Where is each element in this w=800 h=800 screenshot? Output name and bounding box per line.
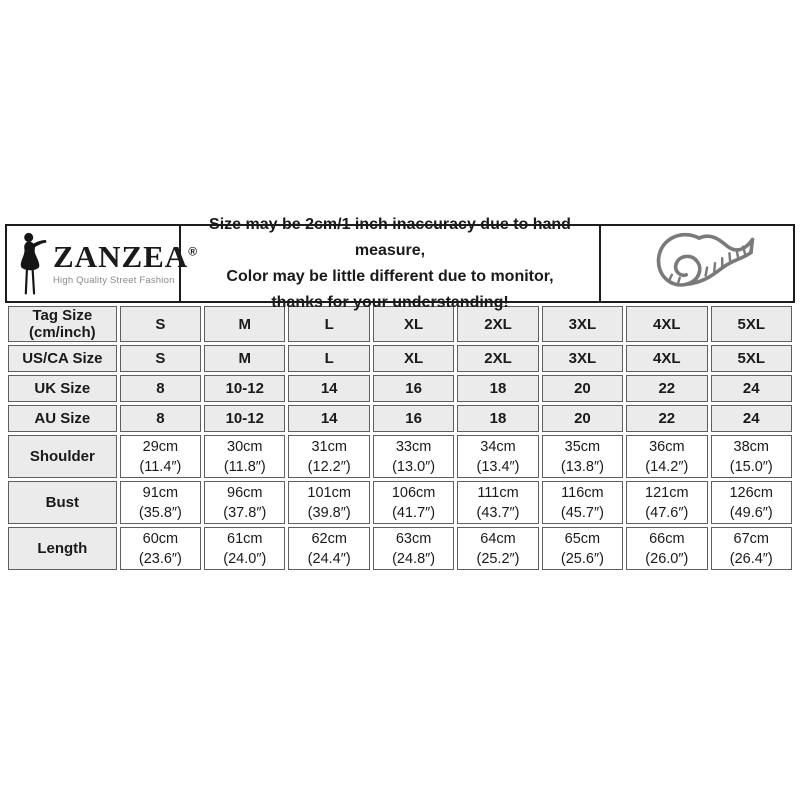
table-cell: 3XL [542, 345, 623, 372]
table-row-length [8, 527, 792, 570]
table-cell: 116cm (45.7″) [542, 481, 623, 524]
table-row-au-size [8, 405, 792, 432]
notice-line-2: Color may be little different due to monitor, [226, 267, 554, 285]
table-cell: 20 [542, 375, 623, 402]
table-cell: 36cm (14.2″) [626, 435, 707, 478]
size-table [5, 303, 795, 573]
table-cell: 35cm (13.8″) [542, 435, 623, 478]
table-cell: 61cm (24.0″) [204, 527, 285, 570]
table-cell: 126cm (49.6″) [711, 481, 792, 524]
table-cell: 24 [711, 375, 792, 402]
table-cell: 8 [120, 375, 201, 402]
table-cell: 14 [288, 405, 369, 432]
table-cell: 96cm (37.8″) [204, 481, 285, 524]
table-cell: 3XL [542, 306, 623, 342]
table-cell: 5XL [711, 345, 792, 372]
table-cell: 64cm (25.2″) [457, 527, 538, 570]
brand-name: ZANZEA® [53, 239, 199, 274]
table-cell: 63cm (24.8″) [373, 527, 454, 570]
brand-logo-text [53, 239, 199, 286]
table-cell: L [288, 345, 369, 372]
notice-line-3: thanks for your understanding! [271, 293, 509, 311]
table-cell: 16 [373, 375, 454, 402]
brand-tagline: High Quality Street Fashion [53, 275, 175, 286]
table-cell: 66cm (26.0″) [626, 527, 707, 570]
tape-measure-icon [601, 226, 793, 301]
table-row-uk-size [8, 375, 792, 402]
table-cell: 31cm (12.2″) [288, 435, 369, 478]
table-cell: 8 [120, 405, 201, 432]
table-cell: M [204, 306, 285, 342]
row-label-us-ca-size: US/CA Size [8, 345, 117, 372]
size-chart-sheet [5, 215, 795, 573]
table-cell: XL [373, 306, 454, 342]
header-band [5, 215, 795, 311]
row-label-bust: Bust [8, 481, 117, 524]
table-cell: 22 [626, 405, 707, 432]
table-cell: 101cm (39.8″) [288, 481, 369, 524]
woman-silhouette-icon [14, 231, 52, 297]
table-cell: 18 [457, 405, 538, 432]
table-cell: S [120, 345, 201, 372]
table-cell: 65cm (25.6″) [542, 527, 623, 570]
row-label-shoulder: Shoulder [8, 435, 117, 478]
table-cell: 91cm (35.8″) [120, 481, 201, 524]
brand-logo [7, 226, 199, 301]
table-cell: XL [373, 345, 454, 372]
row-label-au-size: AU Size [8, 405, 117, 432]
table-cell: L [288, 306, 369, 342]
table-cell: 60cm (23.6″) [120, 527, 201, 570]
row-label-uk-size: UK Size [8, 375, 117, 402]
table-cell: 62cm (24.4″) [288, 527, 369, 570]
table-cell: 18 [457, 375, 538, 402]
table-cell: 24 [711, 405, 792, 432]
table-cell: 67cm (26.4″) [711, 527, 792, 570]
table-row-bust [8, 481, 792, 524]
table-cell: 33cm (13.0″) [373, 435, 454, 478]
table-cell: 34cm (13.4″) [457, 435, 538, 478]
table-cell: 20 [542, 405, 623, 432]
table-cell: 16 [373, 405, 454, 432]
table-cell: 10-12 [204, 405, 285, 432]
table-cell: 5XL [711, 306, 792, 342]
row-label-tag-size: Tag Size (cm/inch) [8, 306, 117, 342]
table-cell: M [204, 345, 285, 372]
notice-line-1: Size may be 2cm/1 inch inaccuracy due to hand measure, [209, 215, 571, 259]
table-cell: 30cm (11.8″) [204, 435, 285, 478]
table-cell: 4XL [626, 345, 707, 372]
table-cell: 10-12 [204, 375, 285, 402]
table-cell: 4XL [626, 306, 707, 342]
registered-mark: ® [188, 244, 199, 259]
table-cell: S [120, 306, 201, 342]
table-cell: 106cm (41.7″) [373, 481, 454, 524]
row-label-length: Length [8, 527, 117, 570]
table-cell: 22 [626, 375, 707, 402]
table-row-shoulder [8, 435, 792, 478]
table-cell: 14 [288, 375, 369, 402]
measure-notice [181, 215, 601, 311]
table-cell: 38cm (15.0″) [711, 435, 792, 478]
table-cell: 2XL [457, 306, 538, 342]
table-row-us-ca-size [8, 345, 792, 372]
table-cell: 111cm (43.7″) [457, 481, 538, 524]
size-table-body [8, 306, 792, 570]
table-cell: 29cm (11.4″) [120, 435, 201, 478]
table-cell: 2XL [457, 345, 538, 372]
table-cell: 121cm (47.6″) [626, 481, 707, 524]
